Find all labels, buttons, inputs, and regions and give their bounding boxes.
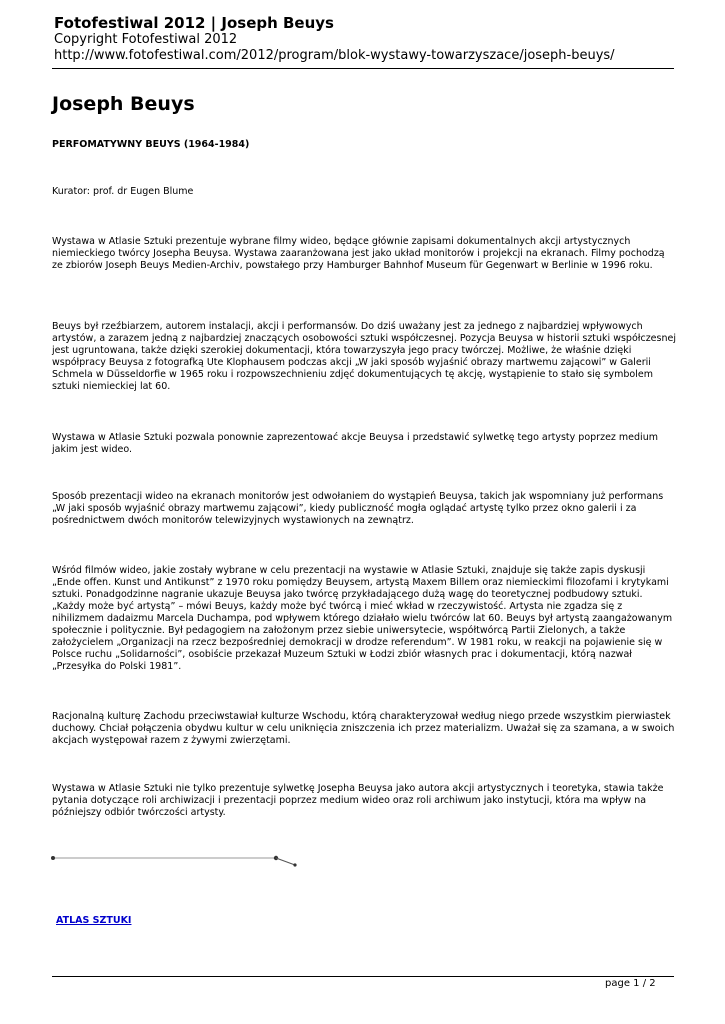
page-title: Joseph Beuys bbox=[52, 93, 195, 115]
decorative-line-image bbox=[48, 850, 308, 872]
document-header bbox=[54, 15, 674, 64]
paragraph-1: Wystawa w Atlasie Sztuki prezentuje wybrane filmy wideo, będące głównie zapisami dokumentalnych akcji artystycznych niemieckiego twórcy Josepha Beuysa. Wystawa zaaranżowana jest jako układ monitorów i projekcji na ekranach. Filmy pochodzą ze zbiorów Joseph Beuys Medien-Archiv, powstałego przy Hamburger Bahnhof Museum für Gegenwart w Berlinie w 1996 roku. bbox=[52, 236, 665, 271]
header-title: Fotofestiwal 2012 | Joseph Beuys bbox=[54, 14, 334, 32]
paragraph-2: Beuys był rzeźbiarzem, autorem instalacji, akcji i performansów. Do dziś uważany jest za jednego z najbardziej wpływowych artystów, a zarazem jedną z najbardziej znaczących osobowości sztuki współczesnej. Pozycja Beuysa w historii sztuki współczesnej jest ugruntowana, także dzięki szerokiej dokumentacji, która towarzyszyła jego pracy twórczej. Możliwe, że właśnie dzięki współpracy Beuysa z fotografką Ute Klophausem podczas akcji „W jaki sposób wyjaśnić obrazy martwemu zającowi” w Galerii Schmela w Düsseldorfie w 1965 roku i rozpowszechnieniu zdjęć dokumentujących tę akcję, wystąpienie to stało się symbolem sztuki niemieckiej lat 60. bbox=[52, 321, 676, 392]
header-url: http://www.fotofestiwal.com/2012/program/blok-wystawy-towarzyszace/joseph-beuys/ bbox=[54, 48, 615, 63]
header-divider bbox=[52, 68, 674, 69]
exhibition-subtitle: PERFOMATYWNY BEUYS (1964-1984) bbox=[52, 139, 250, 150]
footer-divider bbox=[52, 976, 674, 977]
paragraph-7: Wystawa w Atlasie Sztuki nie tylko prezentuje sylwetkę Josepha Beuysa jako autora akcji artystycznych i teoretyka, stawia także pytania dotyczące roli archiwizacji i prezentacji poprzez medium wideo oraz roli archiwum jako instytucji, która ma wpływ na późniejszy odbiór twórczości artysty. bbox=[52, 783, 664, 818]
atlas-sztuki-link[interactable]: ATLAS SZTUKI bbox=[56, 915, 132, 926]
header-copyright: Copyright Fotofestiwal 2012 bbox=[54, 32, 238, 47]
paragraph-5: Wśród filmów wideo, jakie zostały wybrane w celu prezentacji na wystawie w Atlasie Sztuki, znajduje się także zapis dyskusji „Ende offen. Kunst und Antikunst” z 1970 roku pomiędzy Beuysem, artystą Maxem Billem oraz niemieckimi filozofami i krytykami sztuki. Ponadgodzinne nagranie ukazuje Beuysa jako twórcę przykładającego dużą wagę do teoretycznej podbudowy sztuki. „Każdy może być artystą” – mówi Beuys, każdy może być twórcą i mieć wkład w rzeczywistość. Artysta nie zgadza się z nihilizmem dadaizmu Marcela Duchampa, pod wpływem którego działało wielu twórców lat 60. Beuys był artystą zaangażowanym społecznie i politycznie. Był pedagogiem na założonym przez siebie uniwersytecie, współtwórcą Partii Zielonych, a także założycielem „Organizacji na rzecz bezpośredniej demokracji w drodze referendum”. W 1981 roku, w reakcji na pojawienie się w Polsce ruchu „Solidarności”, osobiście przekazał Muzeum Sztuki w Łodzi zbiór własnych prac i dokumentacji, którą nazwał „Przesyłka do Polski 1981”. bbox=[52, 565, 673, 672]
paragraph-6: Racjonalną kulturę Zachodu przeciwstawiał kulturze Wschodu, którą charakteryzował według niego przede wszystkim pierwiastek duchowy. Chciał połączenia obydwu kultur w celu uniknięcia zniszczenia ich przez materializm. Uważał się za szamana, a w swoich akcjach występował razem z żywymi zwierzętami. bbox=[52, 711, 675, 746]
page-number: page 1 / 2 bbox=[605, 978, 656, 989]
paragraph-4: Sposób prezentacji wideo na ekranach monitorów jest odwołaniem do wystąpień Beuysa, takich jak wspomniany już performans „W jaki sposób wyjaśnić obrazy martwemu zającowi”, kiedy publiczność mogła oglądać artystę tylko przez okno galerii i za pośrednictwem dwóch monitorów telewizyjnych wystawionych na zewnątrz. bbox=[52, 491, 664, 526]
curator-line: Kurator: prof. dr Eugen Blume bbox=[52, 186, 194, 197]
paragraph-3: Wystawa w Atlasie Sztuki pozwala ponownie zaprezentować akcje Beuysa i przedstawić sylwetkę tego artysty poprzez medium jakim jest wideo. bbox=[52, 432, 658, 455]
